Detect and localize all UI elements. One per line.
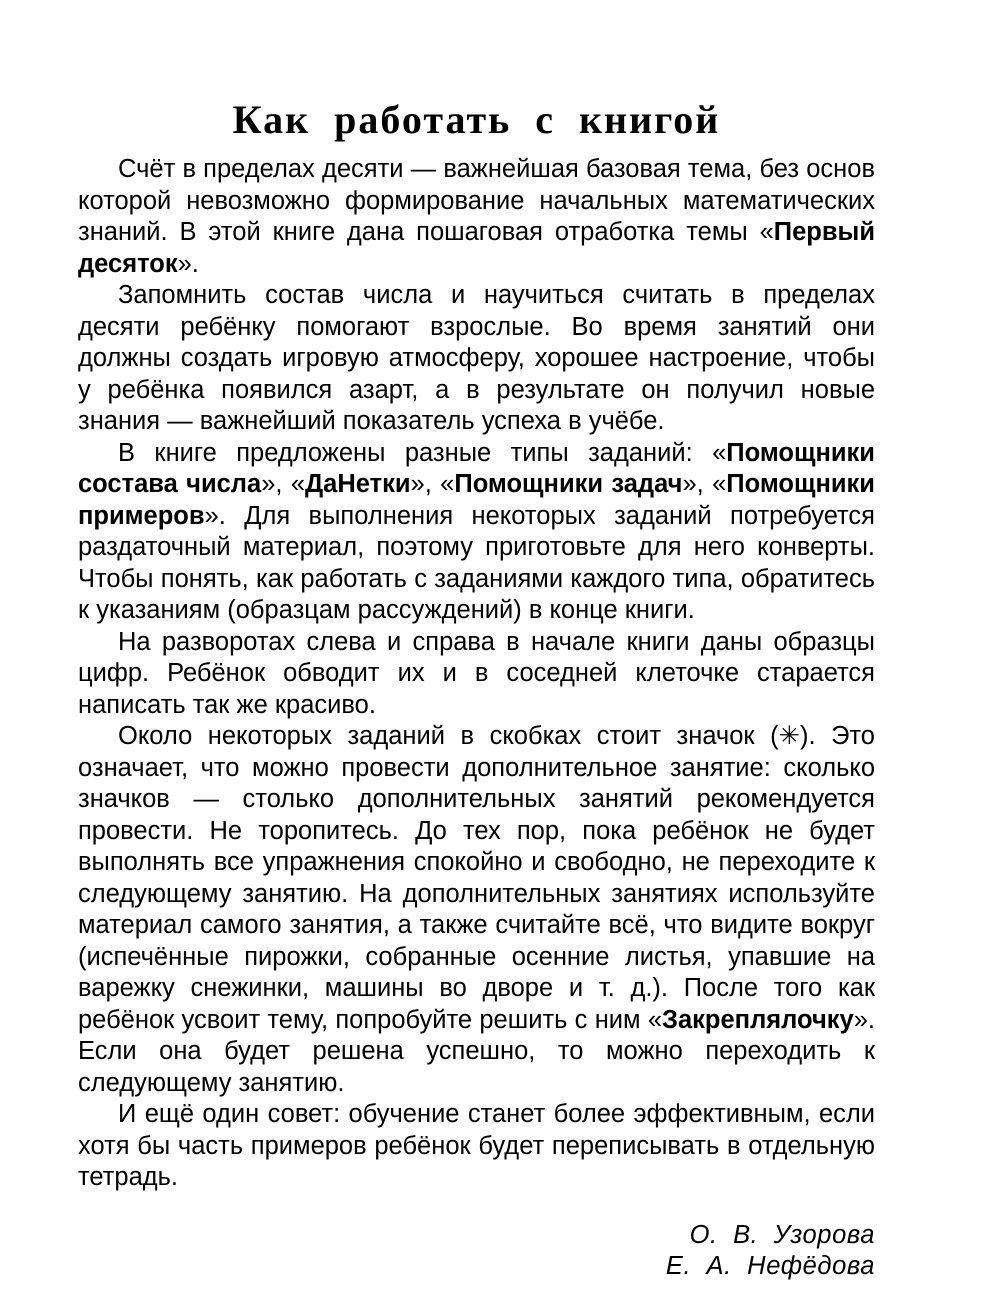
quote-close-3: » <box>410 470 425 498</box>
document-content-column <box>78 0 875 1283</box>
quote-close-4: » <box>682 470 697 498</box>
paragraph-4-run-1: На разворотах слева и справа в начале книги даны образцы цифр. Ребёнок обводит их и в соседней клеточке старается написать так же красиво. <box>78 627 875 719</box>
term-zakreplyalochku: Закреплялочку <box>662 1005 854 1034</box>
term-pomoshchniki-sostava-chisla: Помощники состава числа <box>78 438 875 498</box>
quote-close-2: » <box>261 470 276 498</box>
page-title: Как работать с книгой <box>232 97 721 142</box>
paragraph-3-sep-1: , <box>275 470 291 498</box>
paragraph-3-sep-3: , <box>696 470 713 498</box>
quote-open-2: « <box>712 438 727 467</box>
quote-close-6: » <box>853 1005 868 1034</box>
paragraph-6 <box>78 1099 875 1194</box>
paragraph-5-run-last: . Если она будет решена успешно, то можно переходить к следующему занятию. <box>78 1005 875 1097</box>
paragraph-4 <box>78 627 875 722</box>
paragraph-6-run-1: И ещё один совет: обучение станет более эффективным, если хотя бы часть примеров ребёнок будет переписывать в отдельную тетрадь. <box>78 1100 875 1191</box>
quote-open-1: « <box>759 218 774 246</box>
paragraph-3 <box>78 438 875 627</box>
quote-open-4: « <box>440 470 455 498</box>
paragraph-5-run-3: ). Это означает, что можно провести дополнительное занятие: сколько значков — столько дополнительных занятий рекомендуется провести. Не торопитесь. До тех пор, пока ребёнок не будет выполнять все упражнения спокойно и свободно, не переходите к следующему занятию. На дополнительных занятиях используйте материал самого занятия, а также считайте всё, что видите вокруг (испечённые пирожки, собранные осенние листья, упавшие на варежку снежинки, машины во дворе и т. д.). После того как ребёнок усвоит тему, попробуйте решить с ним <box>78 722 875 1034</box>
term-pomoshchniki-zadach: Помощники задач <box>454 470 683 498</box>
asterisk-icon: ✳ <box>778 721 800 751</box>
term-pervyy-desyatok: Первый десяток <box>78 218 875 278</box>
quote-close-1: » <box>177 249 192 278</box>
quote-open-6: « <box>647 1005 662 1034</box>
quote-open-3: « <box>290 470 305 498</box>
paragraph-2-run-1: Запомнить состав числа и научиться считать в пределах десяти ребёнку помогают взрослые. Во время занятий они должны создать игровую атмосферу, хорошее настроение, чтобы у ребёнка появился азарт, а в результате он получил новые знания — важнейший показатель успеха в учёбе. <box>78 281 875 435</box>
signature-block <box>78 1220 875 1283</box>
paragraph-2 <box>78 280 875 438</box>
paragraph-3-run-1: В книге предложены разные типы заданий: <box>118 438 713 467</box>
paragraph-1-run-1: Счёт в пределах десяти — важнейшая базовая тема, без основ которой невозможно формирование начальных математических знаний. В этой книге дана пошаговая отработка темы <box>78 155 875 246</box>
paragraph-1 <box>78 154 875 280</box>
signature-author-1: О. В. Узорова <box>689 1220 875 1249</box>
paragraph-5-run-1: Около некоторых заданий в скобках стоит значок ( <box>118 722 779 750</box>
paragraph-3-run-last: . Для выполнения некоторых заданий потребуется раздаточный материал, поэтому приготовьте для него конверты. Чтобы понять, как работать с заданиями каждого типа, обратитесь к указаниям (образцам рассуждений) в конце книги. <box>78 501 875 624</box>
paragraph-5 <box>78 721 875 1099</box>
body-text-block <box>78 154 875 1194</box>
signature-author-2: Е. А. Нефёдова <box>665 1252 875 1280</box>
quote-close-5: » <box>204 501 219 530</box>
paragraph-3-sep-2: , <box>424 470 441 498</box>
quote-open-5: « <box>712 470 727 498</box>
term-danetki: ДаНетки <box>305 470 411 498</box>
paragraph-1-run-5: . <box>191 249 199 278</box>
term-pomoshchniki-primerov: Помощники примеров <box>78 470 875 530</box>
